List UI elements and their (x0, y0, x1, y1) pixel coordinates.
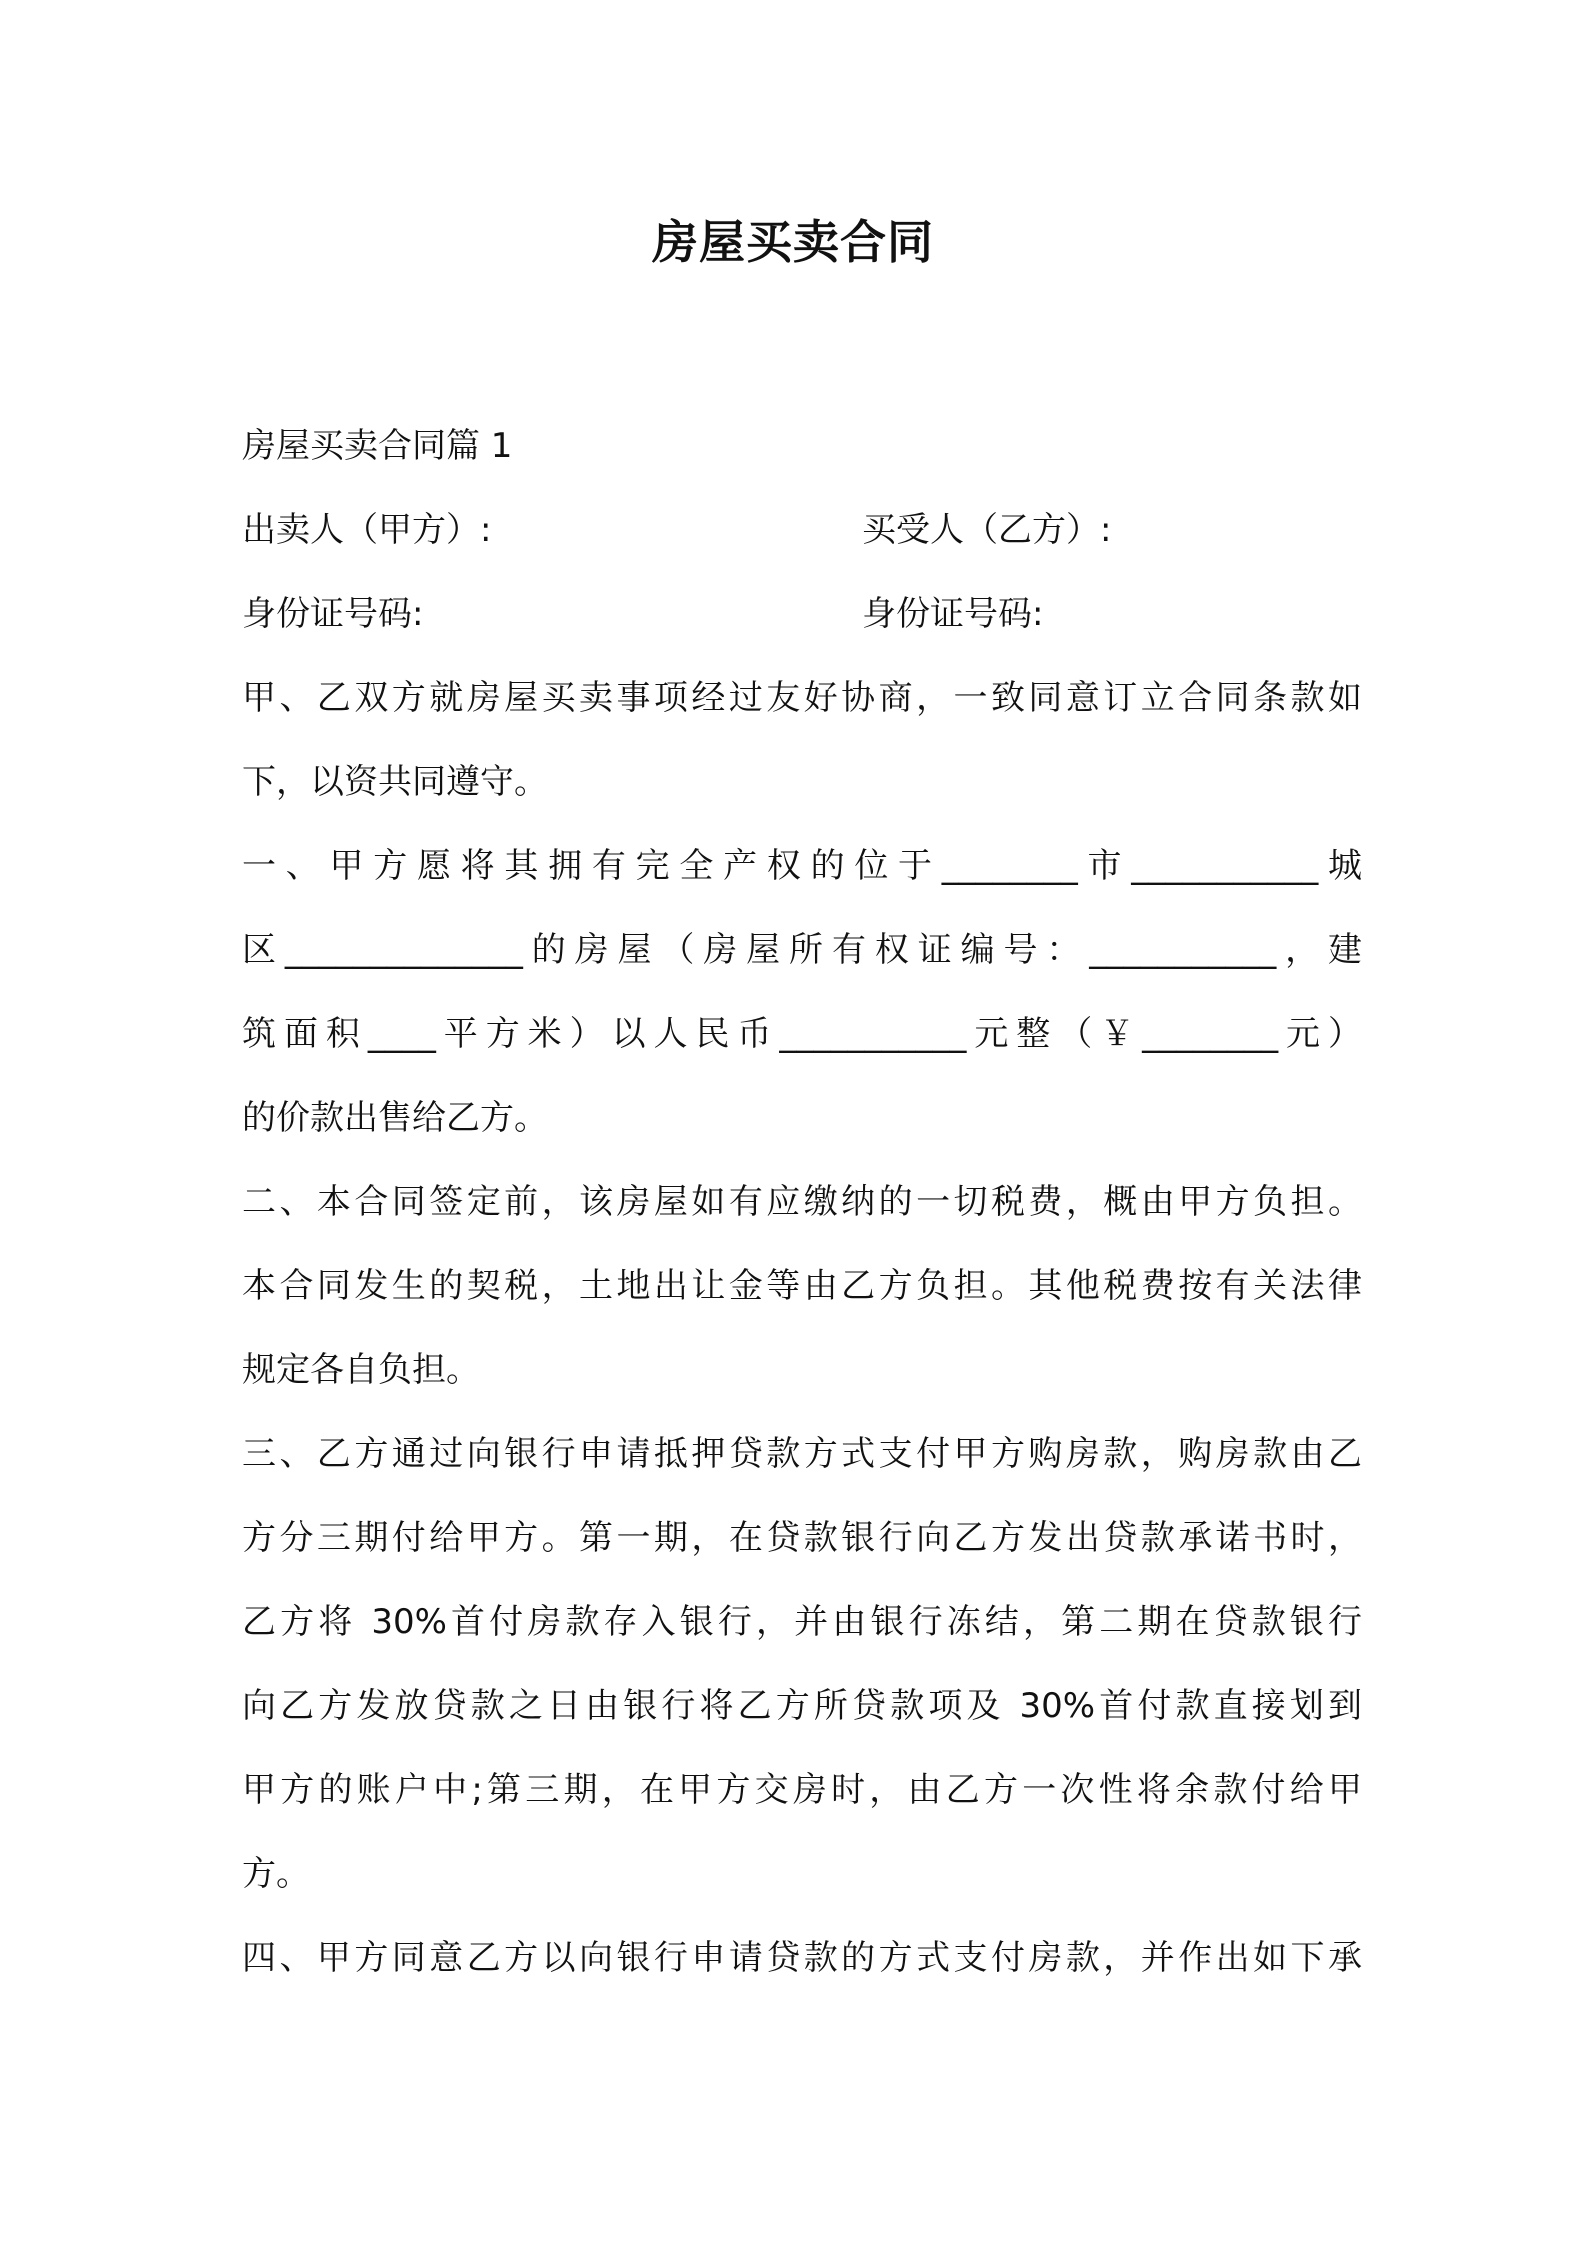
document-body (242, 404, 1362, 2000)
seller-label: 出卖人（甲方）: (242, 510, 492, 550)
text-line: 的价款出售给乙方。 (242, 1098, 548, 1138)
text-line: 下，以资共同遵守。 (242, 762, 548, 802)
text-line: 规定各自负担。 (242, 1350, 480, 1390)
text-line: 本合同发生的契税，土地出让金等由乙方负担。其他税费按有关法律 (242, 1266, 1362, 1306)
text-line: 筑面积____平方米）以人民币___________元整（￥________元） (242, 1014, 1362, 1054)
id-row (242, 572, 1362, 656)
text-line: 一、甲方愿将其拥有完全产权的位于________市___________城 (242, 846, 1362, 886)
text-line: 四、甲方同意乙方以向银行申请贷款的方式支付房款，并作出如下承 (242, 1938, 1362, 1978)
text-line: 区______________的房屋（房屋所有权证编号：___________，建 (242, 930, 1362, 970)
text-line: 方。 (242, 1854, 310, 1894)
text-line: 方分三期付给甲方。第一期，在贷款银行向乙方发出贷款承诺书时， (242, 1518, 1362, 1558)
text-line: 二、本合同签定前，该房屋如有应缴纳的一切税费，概由甲方负担。 (242, 1182, 1362, 1222)
buyer-id-label: 身份证号码: (862, 594, 1044, 634)
text-line: 甲方的账户中;第三期，在甲方交房时，由乙方一次性将余款付给甲 (242, 1770, 1362, 1810)
text-line: 甲、乙双方就房屋买卖事项经过友好协商，一致同意订立合同条款如 (242, 678, 1362, 718)
text-line: 向乙方发放贷款之日由银行将乙方所贷款项及 30%首付款直接划到 (242, 1686, 1362, 1726)
section-heading: 房屋买卖合同篇 1 (242, 426, 513, 466)
text-line: 乙方将 30%首付房款存入银行，并由银行冻结，第二期在贷款银行 (242, 1602, 1362, 1642)
party-row (242, 488, 1362, 572)
document-title: 房屋买卖合同 (652, 215, 934, 269)
seller-id-label: 身份证号码: (242, 594, 424, 634)
text-line: 三、乙方通过向银行申请抵押贷款方式支付甲方购房款，购房款由乙 (242, 1434, 1362, 1474)
buyer-label: 买受人（乙方）: (862, 510, 1112, 550)
